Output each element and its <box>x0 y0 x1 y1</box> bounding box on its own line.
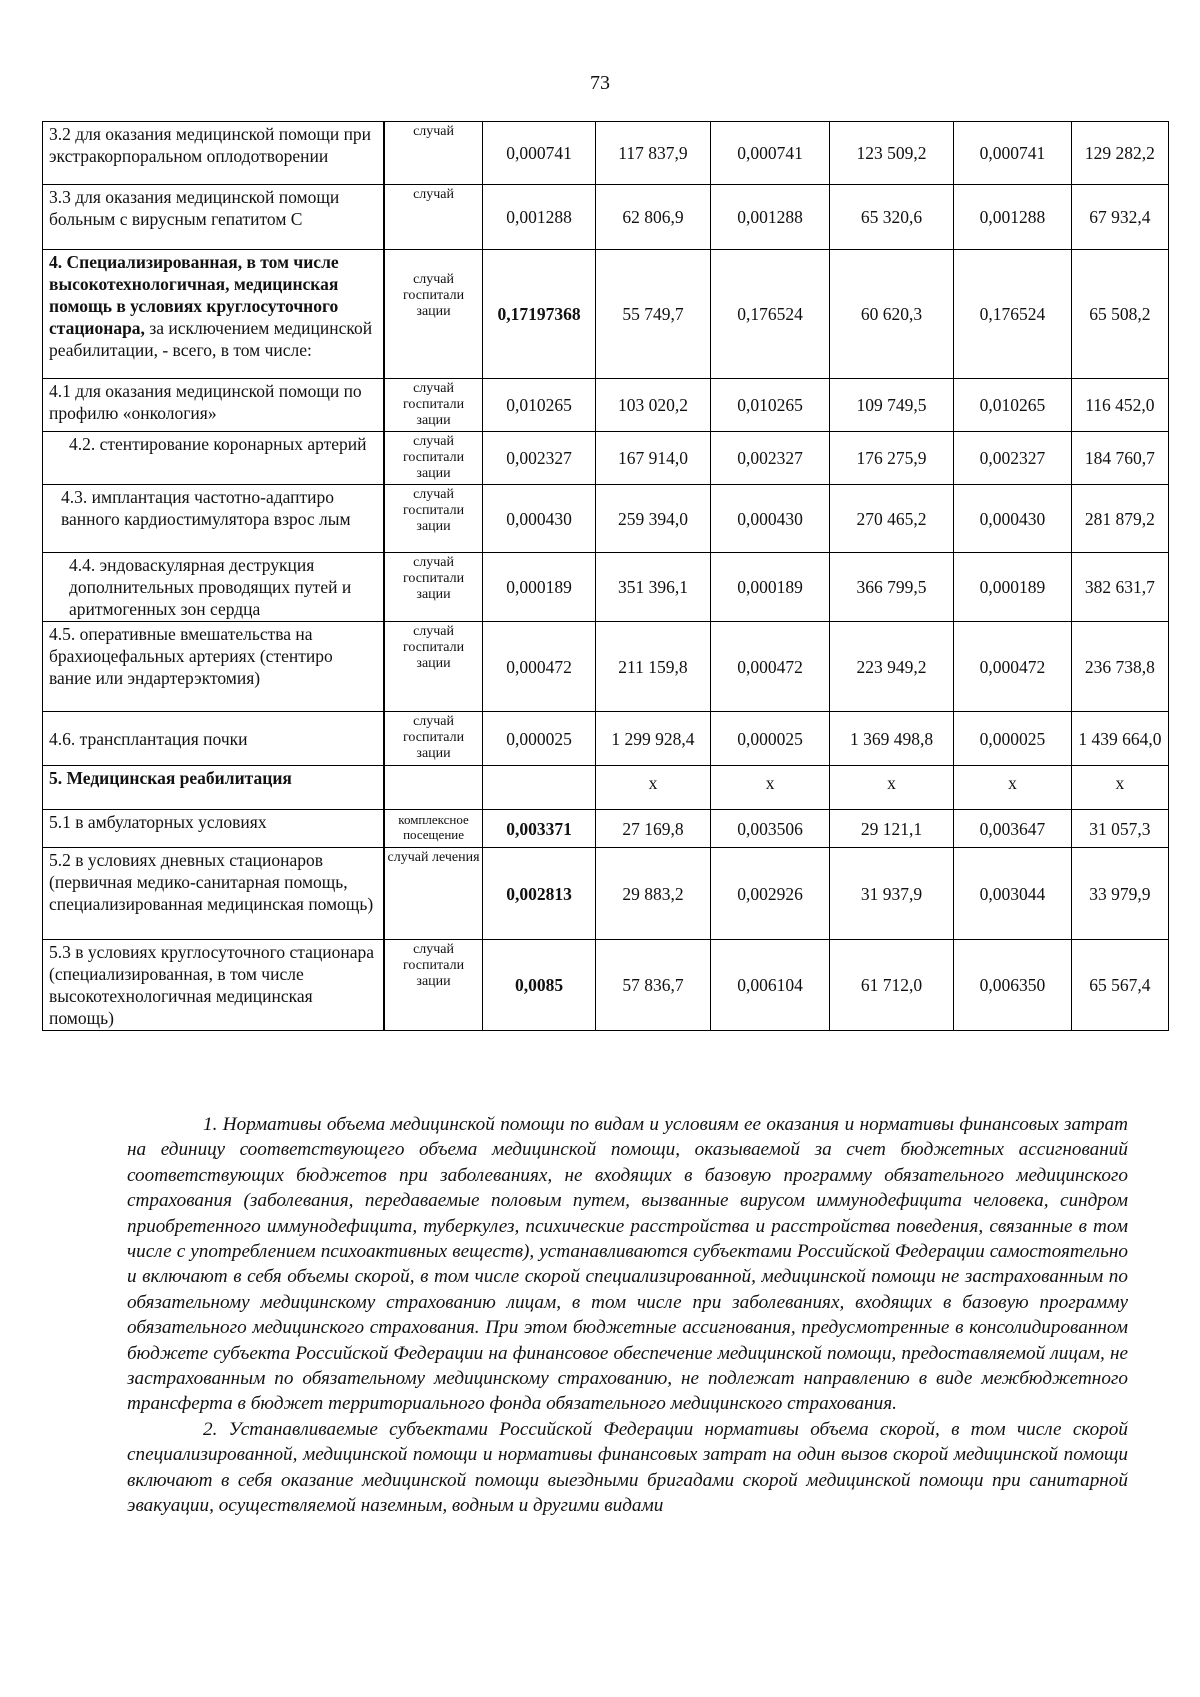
cell-value: 176 275,9 <box>829 432 953 485</box>
row-unit: случай госпитали зации <box>384 940 483 1031</box>
cell-value: 0,000430 <box>483 485 595 553</box>
table-row <box>43 553 1169 622</box>
cell-value: 31 937,9 <box>829 848 953 940</box>
cell-value: 29 121,1 <box>829 810 953 848</box>
cell-value: 0,000025 <box>483 712 595 766</box>
table-row <box>43 622 1169 712</box>
page-number: 73 <box>590 72 610 94</box>
cell-value <box>483 766 595 810</box>
cell-value: 0,000025 <box>711 712 830 766</box>
cell-value: 0,002813 <box>483 848 595 940</box>
table-row <box>43 848 1169 940</box>
cell-value: 0,17197368 <box>483 250 595 379</box>
table-row <box>43 766 1169 810</box>
cell-value: х <box>1071 766 1168 810</box>
table-row <box>43 940 1169 1031</box>
cell-value: 0,000741 <box>711 122 830 185</box>
cell-value: 184 760,7 <box>1071 432 1168 485</box>
row-name: 4.1 для оказания медицинской помощи по профилю «онкология» <box>43 379 384 432</box>
cell-value: 0,002327 <box>954 432 1072 485</box>
row-name: 5. Медицинская реабилитация <box>43 766 384 810</box>
cell-value: 60 620,3 <box>829 250 953 379</box>
cell-value: 223 949,2 <box>829 622 953 712</box>
row-name-bold: 4. Специализированная, в том числе высокотехнологичная, медицинская помощь в условиях круглосуточного стационара, <box>49 252 339 338</box>
cell-value: 351 396,1 <box>595 553 711 622</box>
cell-value: 0,003371 <box>483 810 595 848</box>
cell-value: 67 932,4 <box>1071 185 1168 250</box>
cell-value: 0,003506 <box>711 810 830 848</box>
cell-value: 62 806,9 <box>595 185 711 250</box>
cell-value: 29 883,2 <box>595 848 711 940</box>
row-name: 5.2 в условиях дневных стационаров (первичная медико-санитарная помощь, специализированная медицинская помощь) <box>43 848 384 940</box>
table-row <box>43 432 1169 485</box>
row-unit: случай госпитали зации <box>384 622 483 712</box>
row-unit: случай госпитали зации <box>384 553 483 622</box>
cell-value: 109 749,5 <box>829 379 953 432</box>
cell-value: 31 057,3 <box>1071 810 1168 848</box>
table-row <box>43 250 1169 379</box>
cell-value: х <box>595 766 711 810</box>
cell-value: 0,002926 <box>711 848 830 940</box>
cell-value: 103 020,2 <box>595 379 711 432</box>
cell-value: 0,001288 <box>954 185 1072 250</box>
cell-value: 366 799,5 <box>829 553 953 622</box>
cell-value: 123 509,2 <box>829 122 953 185</box>
cell-value: 382 631,7 <box>1071 553 1168 622</box>
cell-value: 61 712,0 <box>829 940 953 1031</box>
row-name: 4.4. эндоваскулярная деструкция дополнительных проводящих путей и аритмогенных зон сердца <box>43 553 384 622</box>
cell-value: 0,000189 <box>954 553 1072 622</box>
cell-value: 0,000189 <box>483 553 595 622</box>
row-unit: случай госпитали зации <box>384 712 483 766</box>
cell-value: 0,000741 <box>483 122 595 185</box>
row-unit: случай госпитали зации <box>384 250 483 379</box>
row-unit: случай госпитали зации <box>384 485 483 553</box>
cell-value: 65 508,2 <box>1071 250 1168 379</box>
row-unit: случай госпитали зации <box>384 432 483 485</box>
cell-value: 0,000025 <box>954 712 1072 766</box>
cell-value: 0,003647 <box>954 810 1072 848</box>
row-name: 5.3 в условиях круглосуточного стационара (специализированная, в том числе высокотехнологичная медицинская помощь) <box>43 940 384 1031</box>
cell-value: 0,176524 <box>711 250 830 379</box>
table-row <box>43 122 1169 185</box>
table-row <box>43 485 1169 553</box>
cell-value: 27 169,8 <box>595 810 711 848</box>
cell-value: 270 465,2 <box>829 485 953 553</box>
cell-value: 0,000430 <box>954 485 1072 553</box>
cell-value: 65 567,4 <box>1071 940 1168 1031</box>
cell-value: 55 749,7 <box>595 250 711 379</box>
cell-value: 0,010265 <box>483 379 595 432</box>
cell-value: 65 320,6 <box>829 185 953 250</box>
row-name: 4.3. имплантация частотно-адаптиро ванного кардиостимулятора взрос лым <box>43 485 384 553</box>
cell-value: 0,002327 <box>483 432 595 485</box>
cell-value: 259 394,0 <box>595 485 711 553</box>
cell-value: 0,000472 <box>954 622 1072 712</box>
cell-value: 0,010265 <box>711 379 830 432</box>
cell-value: 236 738,8 <box>1071 622 1168 712</box>
footnote-1: 1. Нормативы объема медицинской помощи по видам и условиям ее оказания и нормативы финансовых затрат на единицу соответствующего объема медицинской помощи, оказываемой за счет бюджетных ассигнований соответствующих бюджетов при заболеваниях, не входящих в базовую программу обязательного медицинского страхования (заболевания, передаваемые половым путем, вызванные вирусом иммунодефицита человека, синдром приобретенного иммунодефицита, туберкулез, психические расстройства и расстройства поведения, связанные в том числе с употреблением психоактивных веществ), устанавливаются субъектами Российской Федерации самостоятельно и включают в себя объемы скорой, в том числе скорой специализированной, медицинской помощи не застрахованным по обязательному медицинскому страхованию лицам, в том числе при заболеваниях, входящих в базовую программу обязательного медицинского страхования. При этом бюджетные ассигнования, предусмотренные в консолидированном бюджете субъекта Российской Федерации на финансовое обеспечение медицинской помощи, предоставляемой лицам, не застрахованным по обязательному медицинскому страхованию, не подлежат направлению в виде межбюджетного трансферта в бюджет территориального фонда обязательного медицинского страхования. <box>127 1114 1128 1415</box>
cell-value: 0,176524 <box>954 250 1072 379</box>
footnote-2: 2. Устанавливаемые субъектами Российской Федерации нормативы объема скорой, в том числе скорой специализированной, медицинской помощи и нормативы финансовых затрат на один вызов скорой медицинской помощи включают в себя оказание медицинской помощи выездными бригадами скорой медицинской помощи при санитарной эвакуации, осуществляемой наземным, водным и другими видами <box>127 1418 1128 1517</box>
row-unit <box>384 766 483 810</box>
norms-table <box>42 121 1169 1031</box>
row-name: 5.1 в амбулаторных условиях <box>43 810 384 848</box>
cell-value: 117 837,9 <box>595 122 711 185</box>
cell-value: х <box>829 766 953 810</box>
cell-value: 281 879,2 <box>1071 485 1168 553</box>
footnotes <box>127 1112 1128 1519</box>
cell-value: 129 282,2 <box>1071 122 1168 185</box>
cell-value: 0,006104 <box>711 940 830 1031</box>
cell-value: 0,000741 <box>954 122 1072 185</box>
cell-value: х <box>954 766 1072 810</box>
cell-value: 0,001288 <box>483 185 595 250</box>
cell-value: 1 299 928,4 <box>595 712 711 766</box>
row-unit: случай <box>384 122 483 185</box>
cell-value: х <box>711 766 830 810</box>
table-row <box>43 379 1169 432</box>
row-unit: комплексное посещение <box>384 810 483 848</box>
row-unit: случай <box>384 185 483 250</box>
row-unit: случай лечения <box>384 848 483 940</box>
table-row <box>43 185 1169 250</box>
row-name-rest: за исключением медицинской реабилитации, - всего, в том числе: <box>49 318 373 360</box>
row-name: 3.3 для оказания медицинской помощи больным с вирусным гепатитом С <box>43 185 384 250</box>
cell-value: 1 369 498,8 <box>829 712 953 766</box>
row-unit: случай госпитали зации <box>384 379 483 432</box>
cell-value: 0,000189 <box>711 553 830 622</box>
table-row <box>43 712 1169 766</box>
row-name: 3.2 для оказания медицинской помощи при экстракорпоральном оплодотворении <box>43 122 384 185</box>
cell-value: 0,000430 <box>711 485 830 553</box>
cell-value: 211 159,8 <box>595 622 711 712</box>
cell-value: 167 914,0 <box>595 432 711 485</box>
row-name <box>43 250 384 379</box>
cell-value: 116 452,0 <box>1071 379 1168 432</box>
row-name: 4.2. стентирование коронарных артерий <box>43 432 384 485</box>
cell-value: 0,002327 <box>711 432 830 485</box>
cell-value: 0,003044 <box>954 848 1072 940</box>
cell-value: 0,000472 <box>483 622 595 712</box>
cell-value: 0,000472 <box>711 622 830 712</box>
row-name: 4.5. оперативные вмешательства на брахиоцефальных артериях (стентиро вание или эндартерэктомия) <box>43 622 384 712</box>
cell-value: 0,010265 <box>954 379 1072 432</box>
cell-value: 33 979,9 <box>1071 848 1168 940</box>
table-row <box>43 810 1169 848</box>
cell-value: 0,006350 <box>954 940 1072 1031</box>
cell-value: 0,001288 <box>711 185 830 250</box>
cell-value: 0,0085 <box>483 940 595 1031</box>
cell-value: 1 439 664,0 <box>1071 712 1168 766</box>
cell-value: 57 836,7 <box>595 940 711 1031</box>
row-name: 4.6. трансплантация почки <box>43 712 384 766</box>
